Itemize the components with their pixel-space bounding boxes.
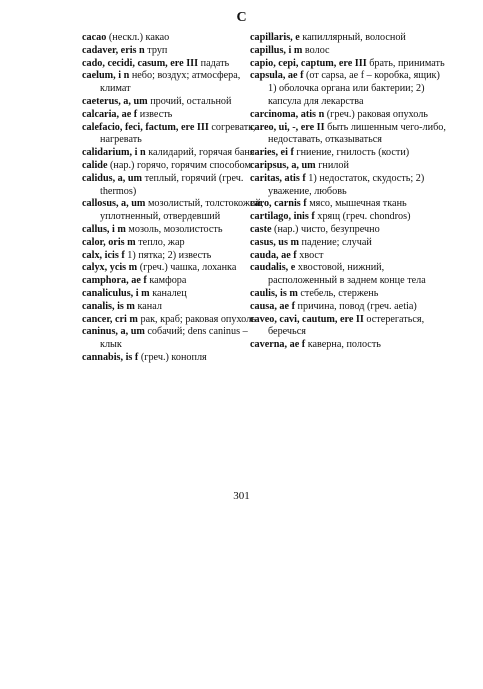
- entry-headword: careo, ui, -, ere II: [250, 121, 325, 133]
- entry-headword: caelum, i n: [82, 70, 130, 82]
- entry-headword: cacao: [82, 32, 107, 43]
- dictionary-entry: [250, 160, 450, 173]
- entry-definition: каналец: [149, 287, 187, 299]
- entry-definition: (нар.) горячо, горячим способом: [107, 159, 251, 171]
- entry-headword: caeterus, a, um: [82, 95, 148, 107]
- entry-definition: волос: [302, 44, 330, 56]
- dictionary-entry: [250, 122, 450, 148]
- entry-headword: capillaris, e: [250, 32, 300, 43]
- page-number: 301: [233, 490, 250, 502]
- entry-headword: caripsus, a, um: [250, 159, 316, 171]
- dictionary-entry: [82, 109, 272, 122]
- entry-definition: быть лишенным чего-либо, недоставать, отказываться: [268, 121, 446, 146]
- dictionary-entry: [82, 70, 272, 96]
- dictionary-entry: [250, 301, 450, 314]
- entry-headword: carcinoma, atis n: [250, 108, 325, 120]
- entry-definition: мясо, мышечная ткань: [306, 198, 407, 210]
- entry-headword: capillus, i m: [250, 44, 303, 56]
- entry-headword: caste: [250, 223, 272, 235]
- entry-definition: стебель, стержень: [297, 287, 379, 299]
- entry-definition: хрящ (греч. chondros): [314, 211, 411, 223]
- entry-definition: камфора: [146, 275, 187, 287]
- dictionary-entry: [250, 109, 450, 122]
- entry-headword: causa, ae f: [250, 300, 295, 312]
- entry-definition: (греч.) конопля: [138, 351, 207, 363]
- entry-definition: труп: [144, 44, 168, 56]
- dictionary-entry: [250, 288, 450, 301]
- dictionary-entry: [82, 32, 272, 45]
- entry-definition: согревать, нагревать: [100, 121, 256, 146]
- dictionary-entry: [82, 352, 272, 365]
- dictionary-entry: [82, 262, 272, 275]
- entry-headword: caro, carnis f: [250, 198, 307, 210]
- dictionary-entry: [250, 147, 450, 160]
- entry-definition: падать: [198, 57, 230, 69]
- entry-headword: casus, us m: [250, 236, 299, 248]
- entry-definition: (греч.) раковая опухоль: [324, 108, 428, 120]
- entry-headword: capsula, ae f: [250, 70, 304, 82]
- entry-definition: мозолистый, толстокожий, уплотненный, отвердевший: [100, 198, 264, 223]
- entry-headword: caverna, ae f: [250, 339, 306, 351]
- entry-definition: тепло, жар: [135, 236, 185, 248]
- dictionary-entry: [82, 198, 272, 224]
- entry-definition: (нескл.) какао: [106, 32, 170, 43]
- entry-headword: cadaver, eris n: [82, 44, 145, 56]
- dictionary-entry: [250, 224, 450, 237]
- dictionary-entry: [82, 122, 272, 148]
- dictionary-entry: [250, 58, 450, 71]
- dictionary-entry: [250, 32, 450, 45]
- dictionary-entry: [82, 288, 272, 301]
- entry-headword: caritas, atis f: [250, 172, 306, 184]
- entry-headword: cannabis, is f: [82, 351, 139, 363]
- dictionary-entry: [82, 58, 272, 71]
- entry-headword: caries, ei f: [250, 147, 294, 159]
- dictionary-entry: [82, 314, 272, 327]
- section-letter: C: [236, 10, 247, 25]
- dictionary-entry: [250, 211, 450, 224]
- entry-definition: мозоль, мозолистость: [125, 223, 223, 235]
- entry-definition: известь: [137, 108, 173, 120]
- entry-headword: caulis, is m: [250, 287, 298, 299]
- dictionary-entry: [250, 70, 450, 108]
- entry-headword: calcaria, ae f: [82, 108, 138, 120]
- dictionary-entry: [250, 237, 450, 250]
- entry-definition: хвостовой, нижний, расположенный в заднем конце тела: [268, 262, 426, 287]
- dictionary-entry: [250, 45, 450, 58]
- entry-definition: гниение, гнилость (кости): [293, 147, 410, 159]
- entry-definition: канал: [134, 300, 162, 312]
- entry-headword: calefacio, feci, factum, ere III: [82, 121, 209, 133]
- entry-headword: camphora, ae f: [82, 275, 147, 287]
- entry-definition: падение; случай: [298, 236, 372, 248]
- dictionary-entry: [82, 237, 272, 250]
- entry-headword: canaliculus, i m: [82, 287, 150, 299]
- entry-definition: (нар.) чисто, безупречно: [271, 223, 380, 235]
- entry-headword: caninus, a, um: [82, 326, 145, 338]
- entry-headword: calidarium, i n: [82, 147, 146, 159]
- entry-headword: cancer, cri m: [82, 313, 138, 325]
- entry-definition: (греч.) чашка, лоханка: [137, 262, 237, 274]
- dictionary-entry: [82, 160, 272, 173]
- entry-definition: каверна, полость: [305, 339, 381, 351]
- entry-headword: capio, cepi, captum, ere III: [250, 57, 367, 69]
- entry-definition: причина, повод (греч. aetia): [295, 300, 417, 312]
- entry-definition: 1) недостаток, скудость; 2) уважение, любовь: [268, 172, 425, 197]
- entry-definition: собачий; dens caninus – клык: [100, 326, 248, 351]
- entry-headword: cauda, ae f: [250, 249, 297, 261]
- entry-headword: calide: [82, 159, 108, 171]
- entry-definition: брать, принимать: [366, 57, 445, 69]
- entry-headword: calor, oris m: [82, 236, 136, 248]
- dictionary-entry: [82, 224, 272, 237]
- dictionary-entry: [82, 96, 272, 109]
- dictionary-entry: [82, 250, 272, 263]
- entry-headword: caveo, cavi, cautum, ere II: [250, 313, 364, 325]
- dictionary-entry: [250, 173, 450, 199]
- entry-definition: небо; воздух; атмосфера, климат: [100, 70, 241, 95]
- entry-headword: caudalis, e: [250, 262, 296, 274]
- entry-headword: calx, icis f: [82, 249, 125, 261]
- dictionary-entry: [82, 301, 272, 314]
- entry-definition: остерегаться, беречься: [268, 313, 425, 338]
- entry-headword: callus, i m: [82, 223, 126, 235]
- dictionary-entry: [250, 314, 450, 340]
- entry-definition: рак, краб; раковая опухоль: [137, 313, 256, 325]
- entry-headword: callosus, a, um: [82, 198, 146, 210]
- entry-definition: гнилой: [315, 159, 349, 171]
- dictionary-entry: [82, 147, 272, 160]
- entry-definition: калидарий, горячая баня: [145, 147, 255, 159]
- left-column: [82, 32, 272, 365]
- entry-headword: calyx, ycis m: [82, 262, 138, 274]
- dictionary-entry: [82, 326, 272, 352]
- dictionary-entry: [250, 339, 450, 352]
- entry-definition: 1) пятка; 2) известь: [124, 249, 212, 261]
- entry-definition: теплый, горячий (греч. thermos): [100, 172, 244, 197]
- dictionary-entry: [82, 173, 272, 199]
- entry-definition: (от capsa, ae f – коробка, ящик) 1) оболочка органа или бактерии; 2) капсула для лекарства: [268, 70, 440, 107]
- dictionary-entry: [82, 275, 272, 288]
- entry-definition: хвост: [296, 249, 324, 261]
- entry-headword: cado, cecidi, casum, ere III: [82, 57, 199, 69]
- entry-headword: calidus, a, um: [82, 172, 143, 184]
- dictionary-entry: [250, 262, 450, 288]
- dictionary-entry: [82, 45, 272, 58]
- entry-headword: cartilago, inis f: [250, 211, 315, 223]
- dictionary-entry: [250, 198, 450, 211]
- entry-definition: капиллярный, волосной: [299, 32, 406, 43]
- entry-headword: canalis, is m: [82, 300, 135, 312]
- entry-definition: прочий, остальной: [147, 95, 232, 107]
- dictionary-entry: [250, 250, 450, 263]
- right-column: [250, 32, 450, 352]
